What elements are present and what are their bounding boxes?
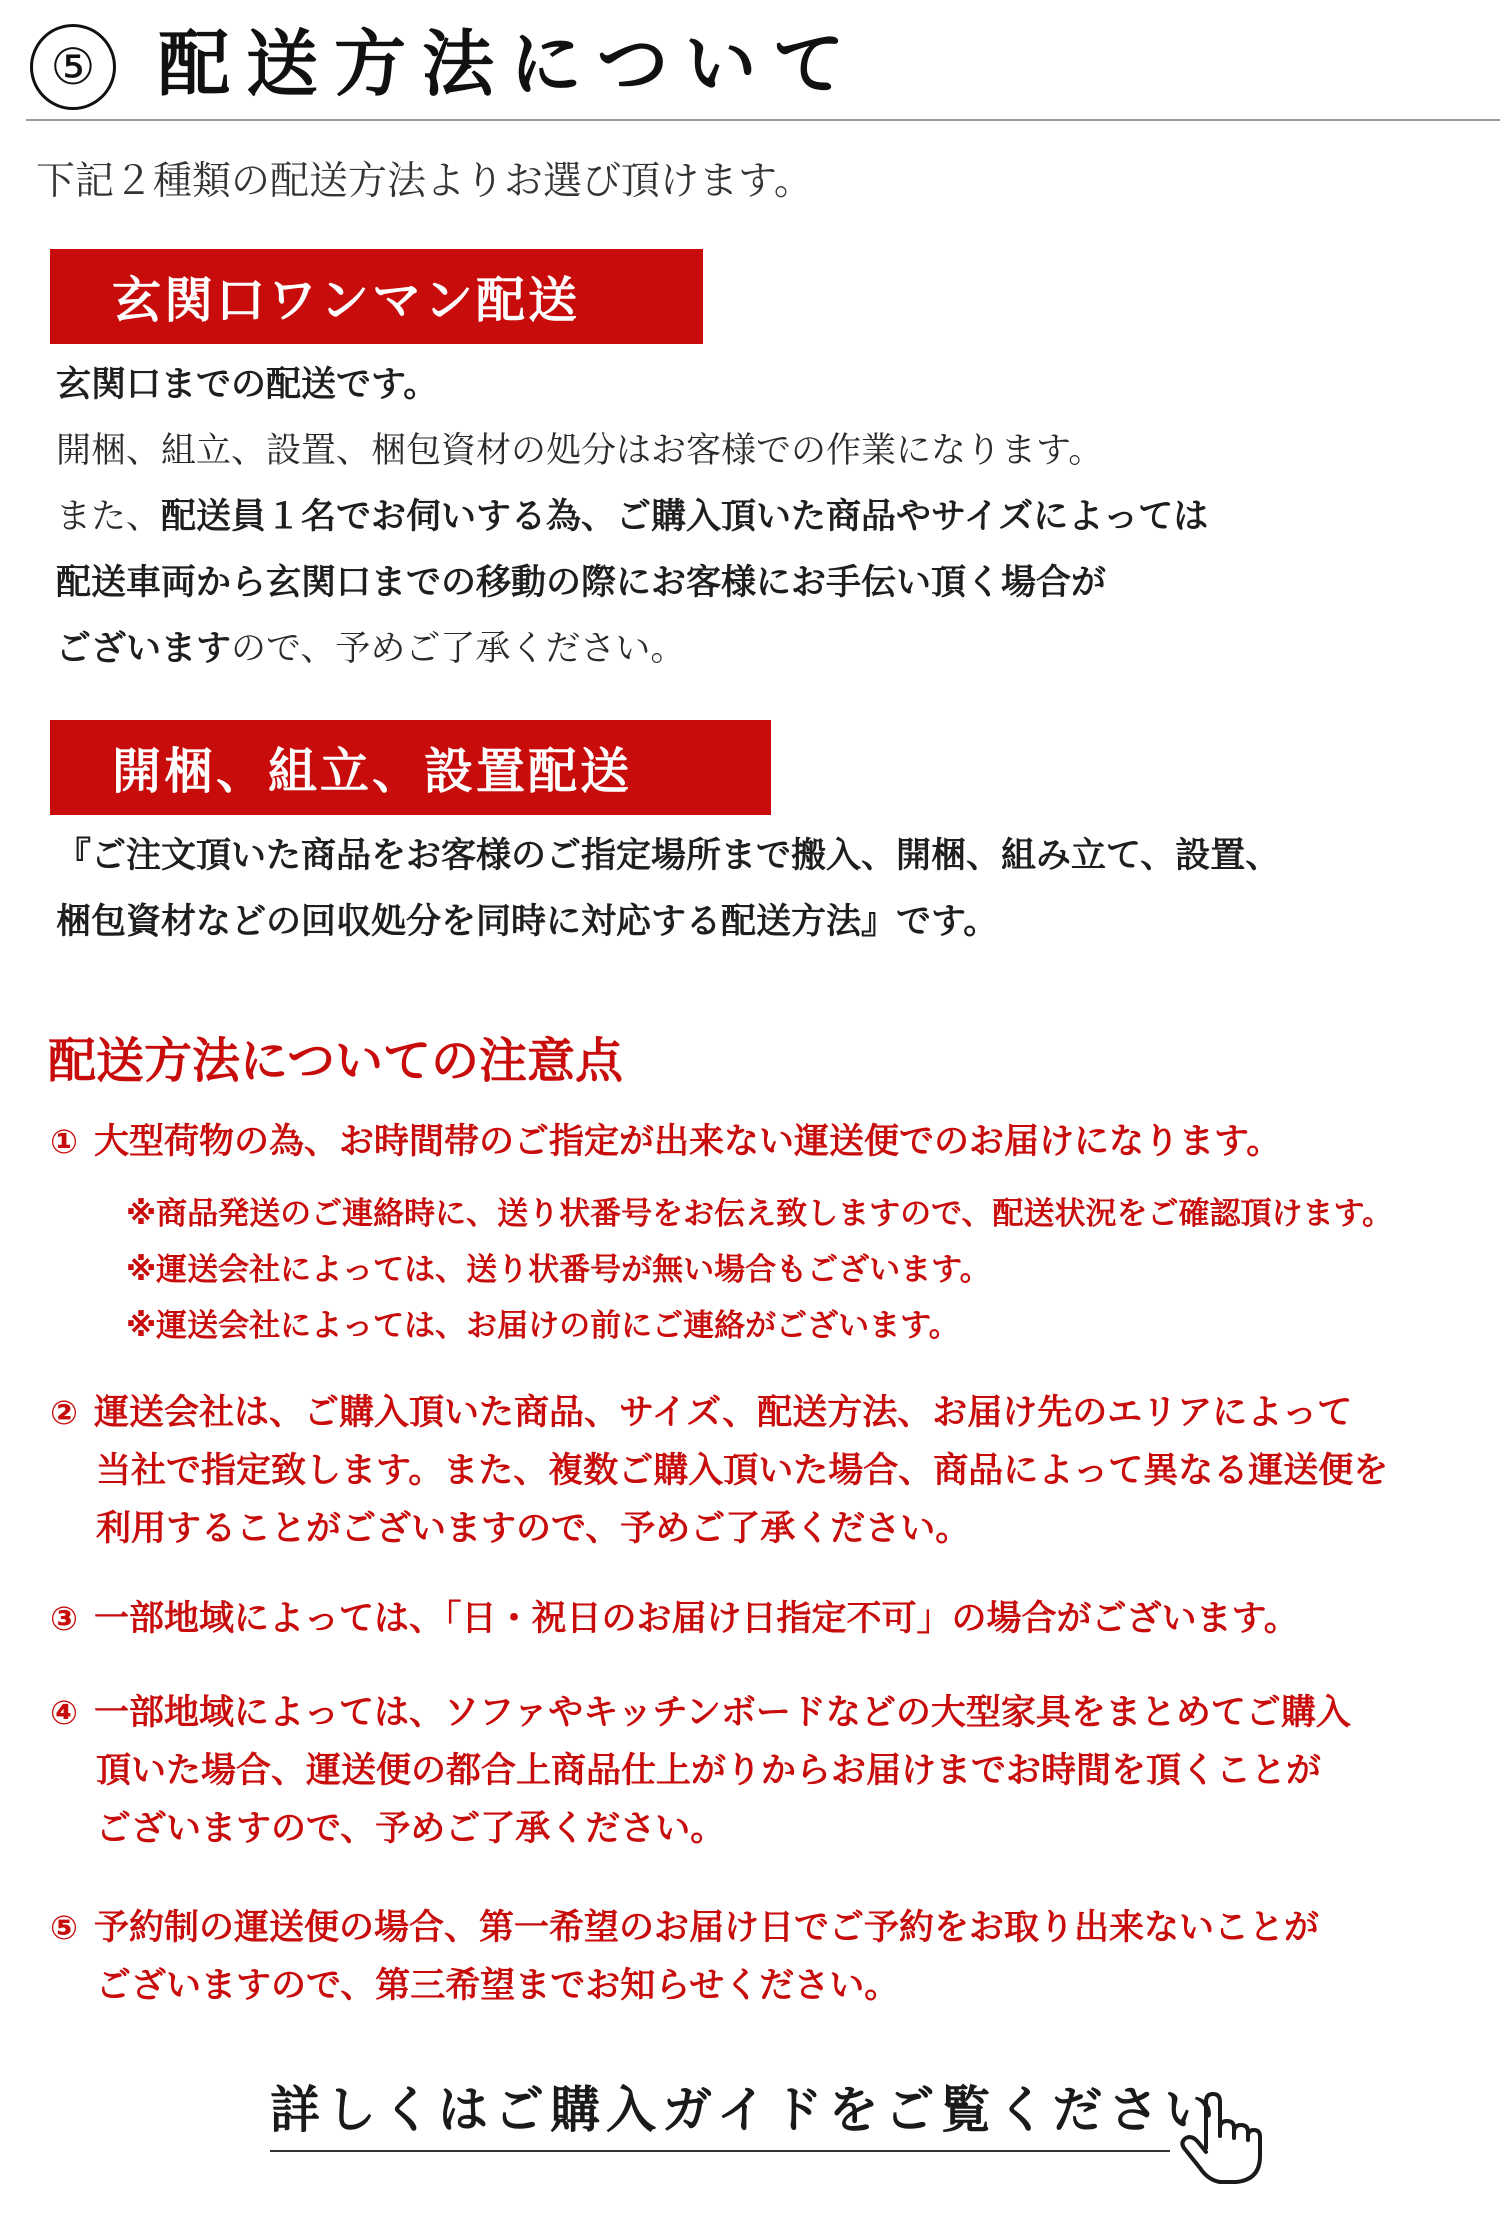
assembly-line-2: 梱包資材などの回収処分を同時に対応する配送方法』です。 xyxy=(56,902,999,942)
note-number: ① xyxy=(50,1122,78,1161)
note-line: ございますので、第三希望までお知らせください。 xyxy=(96,1966,900,2006)
note-line: ございますので、予めご了承ください。 xyxy=(96,1809,726,1849)
note-text: 予約制の運送便の場合、第一希望のお届け日でご予約をお取り出来ないことが xyxy=(94,1908,1320,1948)
doorstep-line-5-bold: ございます xyxy=(56,629,232,669)
note-line: 当社で指定致します。また、複数ご購入頂いた場合、商品によって異なる運送便を xyxy=(96,1451,1389,1491)
note-item-1-remarks xyxy=(126,1186,1393,1354)
doorstep-line-5-plain: ので、予めご了承ください。 xyxy=(231,629,686,669)
note-line xyxy=(50,1684,1351,1742)
intro-text: 下記２種類の配送方法よりお選び頂けます。 xyxy=(36,159,813,204)
note-number: ⑤ xyxy=(50,1908,78,1947)
note-number: ③ xyxy=(50,1599,78,1638)
note-item-4 xyxy=(50,1684,1351,1858)
note-remark: ※商品発送のご連絡時に、送り状番号をお伝え致しますので、配送状況をご確認頂けます。 xyxy=(126,1196,1394,1232)
doorstep-line-3-bold: 配送員１名でお伺いする為、ご購入頂いた商品やサイズによっては xyxy=(161,497,1209,537)
note-item-2 xyxy=(50,1384,1388,1558)
doorstep-line-2: 開梱、組立、設置、梱包資材の処分はお客様での作業になります。 xyxy=(56,431,1104,471)
doorstep-line-3-plain: また、 xyxy=(56,497,162,537)
doorstep-line-3 xyxy=(56,484,1208,550)
assembly-delivery-banner-label: 開梱、組立、設置配送 xyxy=(112,742,633,800)
note-number: ② xyxy=(50,1393,78,1432)
doorstep-line-1: 玄関口までの配送です。 xyxy=(56,365,439,405)
note-line xyxy=(50,1384,1388,1442)
assembly-delivery-description xyxy=(56,823,1280,955)
note-line: 頂いた場合、運送便の都合上商品仕上がりからお届けまでお時間を頂くことが xyxy=(96,1751,1322,1791)
note-item-1 xyxy=(50,1113,1281,1171)
note-remark: ※運送会社によっては、送り状番号が無い場合もございます。 xyxy=(126,1252,991,1288)
note-remark: ※運送会社によっては、お届けの前にご連絡がございます。 xyxy=(126,1308,960,1344)
section-number-badge: ⑤ xyxy=(30,24,116,110)
doorstep-delivery-description xyxy=(56,352,1208,682)
assembly-line-1: 『ご注文頂いた商品をお客様のご指定場所まで搬入、開梱、組み立て、設置、 xyxy=(56,836,1281,876)
note-item-3 xyxy=(50,1590,1299,1648)
pointing-hand-icon[interactable] xyxy=(1176,2090,1262,2186)
purchase-guide-link[interactable]: 詳しくはご購入ガイドをご覧ください xyxy=(270,2081,1221,2139)
note-text: 大型荷物の為、お時間帯のご指定が出来ない運送便でのお届けになります。 xyxy=(94,1122,1282,1162)
note-item-5 xyxy=(50,1899,1319,2015)
note-line xyxy=(50,1899,1319,1957)
doorstep-line-4: 配送車両から玄関口までの移動の際にお客様にお手伝い頂く場合が xyxy=(56,563,1107,603)
doorstep-delivery-banner xyxy=(50,249,703,344)
note-line xyxy=(50,1113,1281,1171)
doorstep-delivery-banner-label: 玄関口ワンマン配送 xyxy=(112,271,581,329)
note-text: 一部地域によっては、ソファやキッチンボードなどの大型家具をまとめてご購入 xyxy=(94,1693,1351,1733)
note-text: 一部地域によっては、「日・祝日のお届け日指定不可」の場合がございます。 xyxy=(94,1599,1299,1639)
header-divider xyxy=(26,119,1500,121)
section-title: 配送方法について xyxy=(158,22,861,106)
assembly-delivery-banner xyxy=(50,720,771,815)
note-line: 利用することがございますので、予めご了承ください。 xyxy=(96,1509,971,1549)
note-line xyxy=(50,1590,1299,1648)
notes-heading: 配送方法についての注意点 xyxy=(48,1033,624,1089)
doorstep-line-5 xyxy=(56,616,1208,682)
note-text: 運送会社は、ご購入頂いた商品、サイズ、配送方法、お届け先のエリアによって xyxy=(94,1393,1353,1433)
guide-link-underline xyxy=(270,2150,1170,2152)
note-number: ④ xyxy=(50,1693,78,1732)
